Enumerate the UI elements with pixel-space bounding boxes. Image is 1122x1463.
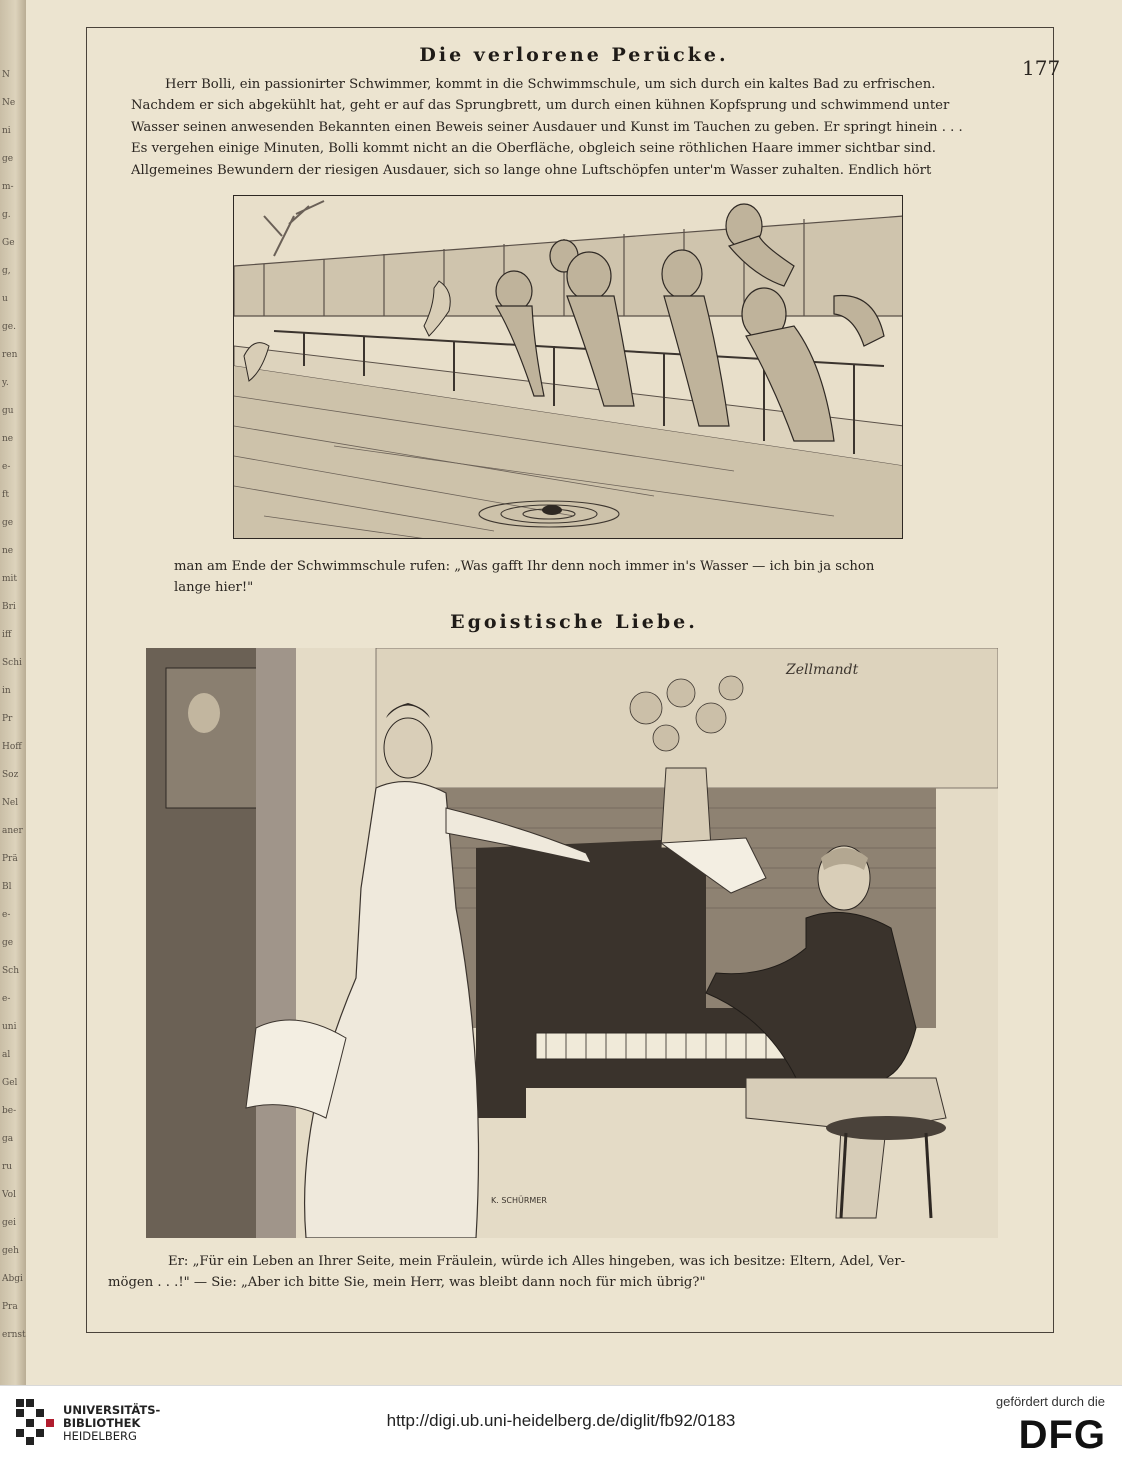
adjacent-page-fragment: Soz	[2, 770, 19, 780]
story1-text-continued	[174, 556, 934, 599]
adjacent-page-fragment: gu	[2, 406, 14, 416]
adjacent-page-fragment: Schi	[2, 658, 22, 668]
story1-title: Die verlorene Perücke.	[419, 44, 729, 66]
library-name-line: UNIVERSITÄTS-	[63, 1403, 161, 1417]
engraver-signature: K. SCHÜRMER	[491, 1196, 547, 1205]
story2-caption-line: Er: „Für ein Leben an Ihrer Seite, mein Fräulein, würde ich Alles hingeben, was ich besitze: Eltern, Adel, Ver-	[168, 1254, 906, 1269]
piano-scene-illustration	[146, 648, 998, 1238]
funding-label: gefördert durch die	[995, 1394, 1105, 1409]
adjacent-page-edge	[0, 0, 26, 1385]
story2-title: Egoistische Liebe.	[450, 611, 698, 633]
viewer-footer	[0, 1385, 1122, 1463]
story1-text	[131, 74, 1001, 181]
swimming-pool-drawing	[234, 196, 903, 539]
story1-line: Allgemeines Bewundern der riesigen Ausdauer, sich so lange ohne Luftschöpfen unter'm Wasser zuhalten. Endlich hört	[131, 162, 932, 178]
adjacent-page-fragment: in	[2, 686, 11, 696]
adjacent-page-fragment: y.	[2, 378, 9, 388]
adjacent-page-fragment: ge	[2, 938, 14, 948]
adjacent-page-fragment: ren	[2, 350, 18, 360]
adjacent-page-fragment: Pra	[2, 1302, 18, 1312]
adjacent-page-fragment: Bl	[2, 882, 12, 892]
adjacent-page-fragment: ft	[2, 490, 9, 500]
library-name-line: HEIDELBERG	[63, 1429, 137, 1443]
adjacent-page-fragment: ga	[2, 1134, 14, 1144]
adjacent-page-fragment: mit	[2, 574, 18, 584]
adjacent-page-fragment: geh	[2, 1246, 19, 1256]
adjacent-page-fragment: ge.	[2, 322, 16, 332]
adjacent-page-fragment: Ge	[2, 238, 15, 248]
adjacent-page-fragment: aner	[2, 826, 23, 836]
adjacent-page-fragment: be-	[2, 1106, 17, 1116]
adjacent-page-fragment: Gel	[2, 1078, 18, 1088]
swimming-pool-illustration	[233, 195, 903, 539]
story1-line: Herr Bolli, ein passionirter Schwimmer, kommt in die Schwimmschule, um sich durch ein kaltes Bad zu erfrischen.	[165, 77, 936, 92]
adjacent-page-fragment: Abgi	[2, 1274, 23, 1284]
adjacent-page-fragment: Vol	[2, 1190, 16, 1200]
adjacent-page-fragment: u	[2, 294, 8, 304]
story1-line: lange hier!"	[174, 580, 254, 596]
adjacent-page-fragment: uni	[2, 1022, 17, 1032]
story1-line: Es vergehen einige Minuten, Bolli kommt nicht an die Oberfläche, obgleich seine röthlichen Haare immer sichtbar sind.	[131, 141, 936, 157]
story1-line: Nachdem er sich abgekühlt hat, geht er auf das Sprungbrett, um durch einen kühnen Kopfsprung und schwimmend unter	[131, 98, 950, 114]
adjacent-page-fragment: ne	[2, 434, 14, 444]
adjacent-page-fragment: al	[2, 1050, 11, 1060]
adjacent-page-fragment: e-	[2, 462, 11, 472]
adjacent-page-fragment: ernst	[2, 1330, 26, 1340]
adjacent-page-fragment: g.	[2, 210, 11, 220]
adjacent-page-fragment: Prä	[2, 854, 18, 864]
story1-line: man am Ende der Schwimmschule rufen: „Was gafft Ihr denn noch immer in's Wasser — ich bin ja schon	[174, 559, 875, 574]
adjacent-page-fragment: ge	[2, 154, 14, 164]
adjacent-page-fragment: ni	[2, 126, 11, 136]
adjacent-page-fragment: g,	[2, 266, 11, 276]
adjacent-page-fragment: m-	[2, 182, 14, 192]
library-name-line: BIBLIOTHEK	[63, 1416, 141, 1430]
adjacent-page-fragment: Pr	[2, 714, 13, 724]
adjacent-page-fragment: e-	[2, 910, 11, 920]
adjacent-page-fragment: Nel	[2, 798, 19, 808]
story1-line: Wasser seinen anwesenden Bekannten einen Beweis seiner Ausdauer und Kunst im Tauchen zu geben. Er springt hinein . . .	[131, 119, 963, 135]
scanned-page	[26, 0, 1122, 1385]
artist-signature: Zellmandt	[786, 662, 859, 678]
adjacent-page-fragment: Hoff	[2, 742, 22, 752]
adjacent-page-fragment: ne	[2, 546, 14, 556]
page-number: 177	[1022, 56, 1061, 80]
story2-caption	[108, 1251, 1028, 1294]
dfg-logo[interactable]: DFG	[1018, 1413, 1106, 1457]
adjacent-page-fragment: gei	[2, 1218, 16, 1228]
adjacent-page-fragment: N	[2, 70, 10, 80]
adjacent-page-fragment: Sch	[2, 966, 20, 976]
adjacent-page-fragment: ru	[2, 1162, 13, 1172]
adjacent-page-fragment: e-	[2, 994, 11, 1004]
piano-scene-drawing	[146, 648, 998, 1238]
adjacent-page-fragment: Bri	[2, 602, 16, 612]
adjacent-page-fragment: iff	[2, 630, 12, 640]
permalink-url[interactable]: http://digi.ub.uni-heidelberg.de/diglit/fb92/0183	[386, 1411, 736, 1430]
story2-caption-line: mögen . . .!" — Sie: „Aber ich bitte Sie, mein Herr, was bleibt dann noch für mich übrig?"	[108, 1275, 706, 1291]
adjacent-page-fragment: Ne	[2, 98, 16, 108]
adjacent-page-fragment: ge	[2, 518, 14, 528]
